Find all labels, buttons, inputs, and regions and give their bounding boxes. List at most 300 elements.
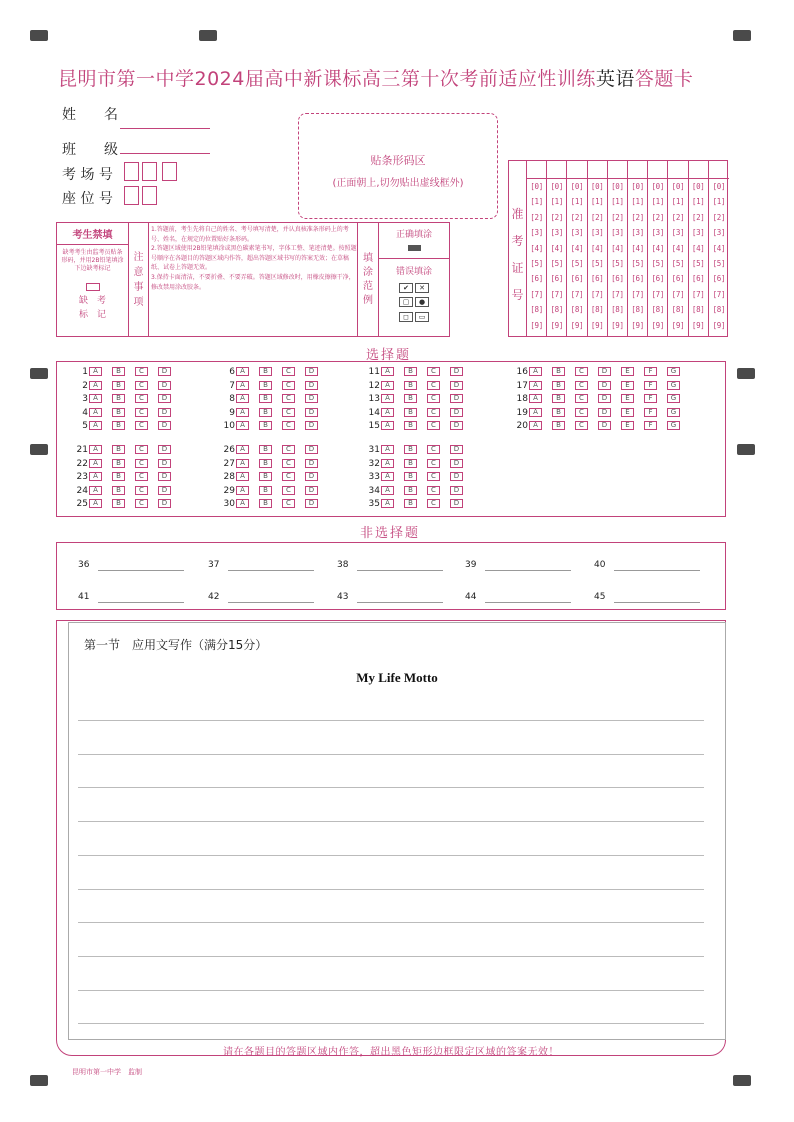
exam-id-bubble[interactable]: [6] <box>671 274 685 284</box>
writing-line[interactable] <box>78 821 704 822</box>
exam-id-bubble[interactable]: [7] <box>570 289 584 299</box>
writing-line[interactable] <box>78 1023 704 1024</box>
exam-id-bubble[interactable]: [2] <box>611 212 624 222</box>
answer-bubble[interactable]: A <box>89 381 102 390</box>
answer-bubble[interactable]: A <box>381 499 394 508</box>
answer-bubble[interactable]: A <box>529 367 542 376</box>
exam-id-bubble[interactable]: [5] <box>570 258 584 268</box>
exam-id-bubble[interactable]: [3] <box>671 228 685 238</box>
answer-bubble[interactable]: B <box>112 459 125 468</box>
answer-bubble[interactable]: A <box>89 445 102 454</box>
exam-id-bubble[interactable]: [2] <box>570 212 584 222</box>
writing-line[interactable] <box>78 855 704 856</box>
exam-id-bubble[interactable]: [4] <box>570 243 584 253</box>
exam-id-bubble[interactable]: [7] <box>651 289 665 299</box>
answer-bubble[interactable]: D <box>450 408 463 417</box>
answer-bubble[interactable]: D <box>450 421 463 430</box>
exam-id-bubble[interactable]: [3] <box>691 228 705 238</box>
answer-bubble[interactable]: B <box>259 394 272 403</box>
exam-id-bubble[interactable]: [7] <box>671 289 685 299</box>
writing-line[interactable] <box>78 990 704 991</box>
answer-bubble[interactable]: B <box>112 408 125 417</box>
exam-id-write-box[interactable] <box>547 161 566 179</box>
exam-id-bubble[interactable]: [9] <box>691 320 705 330</box>
answer-bubble[interactable]: D <box>450 367 463 376</box>
answer-bubble[interactable]: C <box>282 445 295 454</box>
fill-answer-line[interactable] <box>614 570 700 571</box>
exam-id-write-box[interactable] <box>689 161 708 179</box>
exam-id-bubble[interactable]: [3] <box>651 228 665 238</box>
answer-bubble[interactable]: A <box>89 472 102 481</box>
answer-bubble[interactable]: B <box>404 472 417 481</box>
answer-bubble[interactable]: D <box>305 445 318 454</box>
exam-id-bubble[interactable]: [9] <box>590 320 604 330</box>
answer-bubble[interactable]: D <box>158 445 171 454</box>
answer-bubble[interactable]: B <box>404 421 417 430</box>
answer-bubble[interactable]: C <box>427 486 440 495</box>
answer-bubble[interactable]: B <box>259 499 272 508</box>
answer-bubble[interactable]: E <box>621 367 634 376</box>
exam-id-bubble[interactable]: [6] <box>611 274 624 284</box>
exam-id-bubble[interactable]: [1] <box>712 197 726 207</box>
answer-bubble[interactable]: C <box>282 421 295 430</box>
answer-bubble[interactable]: E <box>621 421 634 430</box>
exam-id-bubble[interactable]: [4] <box>530 243 543 253</box>
name-field[interactable] <box>120 128 210 129</box>
exam-id-write-box[interactable] <box>588 161 607 179</box>
answer-bubble[interactable]: D <box>450 486 463 495</box>
answer-bubble[interactable]: A <box>236 394 249 403</box>
exam-id-bubble[interactable]: [8] <box>590 305 604 315</box>
answer-bubble[interactable]: D <box>450 499 463 508</box>
writing-line[interactable] <box>78 754 704 755</box>
answer-bubble[interactable]: D <box>158 381 171 390</box>
exam-id-bubble[interactable]: [0] <box>691 182 705 191</box>
exam-id-bubble[interactable]: [8] <box>530 305 543 315</box>
writing-line[interactable] <box>78 720 704 721</box>
exam-id-bubble[interactable]: [7] <box>530 289 543 299</box>
answer-bubble[interactable]: B <box>259 381 272 390</box>
exam-id-bubble[interactable]: [7] <box>691 289 705 299</box>
answer-bubble[interactable]: C <box>282 381 295 390</box>
answer-bubble[interactable]: A <box>381 394 394 403</box>
answer-bubble[interactable]: A <box>236 499 249 508</box>
fill-answer-line[interactable] <box>485 602 571 603</box>
answer-bubble[interactable]: A <box>89 367 102 376</box>
answer-bubble[interactable]: C <box>282 394 295 403</box>
writing-line[interactable] <box>78 922 704 923</box>
exam-id-bubble[interactable]: [3] <box>570 228 584 238</box>
exam-id-bubble[interactable]: [0] <box>611 182 624 191</box>
exam-id-bubble[interactable]: [3] <box>712 228 726 238</box>
answer-bubble[interactable]: A <box>89 459 102 468</box>
answer-bubble[interactable]: D <box>598 367 611 376</box>
exam-id-bubble[interactable]: [3] <box>631 228 644 238</box>
answer-bubble[interactable]: A <box>381 472 394 481</box>
exam-id-bubble[interactable]: [2] <box>712 212 726 222</box>
fill-answer-line[interactable] <box>357 570 443 571</box>
exam-id-bubble[interactable]: [1] <box>530 197 543 207</box>
answer-bubble[interactable]: D <box>305 499 318 508</box>
absent-mark-box[interactable] <box>86 283 100 291</box>
answer-bubble[interactable]: A <box>236 486 249 495</box>
exam-id-column <box>709 161 729 336</box>
exam-id-bubble[interactable]: [0] <box>671 182 685 191</box>
answer-bubble[interactable]: B <box>552 381 565 390</box>
answer-bubble[interactable]: A <box>236 381 249 390</box>
exam-id-bubble[interactable]: [5] <box>651 258 665 268</box>
exam-id-bubble[interactable]: [6] <box>550 274 564 284</box>
answer-bubble[interactable]: B <box>259 421 272 430</box>
class-field[interactable] <box>120 153 210 154</box>
exam-id-bubble[interactable]: [5] <box>671 258 685 268</box>
question-number: 17 <box>516 380 528 391</box>
answer-bubble[interactable]: C <box>427 499 440 508</box>
answer-bubble[interactable]: E <box>621 381 634 390</box>
exam-id-bubble[interactable]: [6] <box>691 274 705 284</box>
answer-bubble[interactable]: D <box>305 459 318 468</box>
exam-id-bubble[interactable]: [1] <box>651 197 665 207</box>
exam-id-bubble[interactable]: [8] <box>712 305 726 315</box>
answer-bubble[interactable]: D <box>305 472 318 481</box>
answer-bubble[interactable]: C <box>427 367 440 376</box>
exam-id-bubble[interactable]: [2] <box>671 212 685 222</box>
question-row <box>358 421 473 431</box>
exam-id-bubble[interactable]: [7] <box>550 289 564 299</box>
answer-bubble[interactable]: D <box>598 381 611 390</box>
fill-answer-line[interactable] <box>485 570 571 571</box>
exam-id-bubble[interactable]: [2] <box>550 212 564 222</box>
answer-bubble[interactable]: F <box>644 381 657 390</box>
answer-bubble[interactable]: B <box>112 472 125 481</box>
seat-box[interactable] <box>124 186 139 205</box>
answer-bubble[interactable]: B <box>259 445 272 454</box>
answer-bubble[interactable]: A <box>236 459 249 468</box>
exam-id-bubble[interactable]: [1] <box>550 197 564 207</box>
answer-bubble[interactable]: D <box>450 472 463 481</box>
exam-id-bubble[interactable]: [5] <box>590 258 604 268</box>
answer-bubble[interactable]: F <box>644 367 657 376</box>
answer-bubble[interactable]: C <box>135 421 148 430</box>
answer-bubble[interactable]: C <box>135 367 148 376</box>
exam-id-bubble[interactable]: [4] <box>611 243 624 253</box>
question-row <box>66 381 181 391</box>
answer-bubble[interactable]: D <box>305 486 318 495</box>
exam-id-bubble[interactable]: [6] <box>590 274 604 284</box>
fill-answer-line[interactable] <box>228 570 314 571</box>
exam-id-bubble[interactable]: [7] <box>712 289 726 299</box>
answer-bubble[interactable]: C <box>135 472 148 481</box>
answer-bubble[interactable]: C <box>135 381 148 390</box>
exam-id-bubble[interactable]: [2] <box>691 212 705 222</box>
answer-bubble[interactable]: G <box>667 408 680 417</box>
answer-bubble[interactable]: A <box>89 486 102 495</box>
answer-bubble[interactable]: A <box>236 472 249 481</box>
answer-bubble[interactable]: D <box>598 394 611 403</box>
answer-bubble[interactable]: C <box>575 408 588 417</box>
exam-id-bubble[interactable]: [5] <box>712 258 726 268</box>
exam-id-bubble[interactable]: [3] <box>590 228 604 238</box>
fill-answer-line[interactable] <box>357 602 443 603</box>
exam-id-bubble[interactable]: [0] <box>530 182 543 191</box>
answer-bubble[interactable]: A <box>381 367 394 376</box>
exam-id-bubble[interactable]: [8] <box>691 305 705 315</box>
exam-id-bubble[interactable]: [4] <box>712 243 726 253</box>
room-box[interactable] <box>124 162 139 181</box>
exam-id-bubble[interactable]: [1] <box>671 197 685 207</box>
answer-bubble[interactable]: B <box>404 394 417 403</box>
answer-bubble[interactable]: B <box>112 367 125 376</box>
answer-bubble[interactable]: B <box>259 459 272 468</box>
answer-bubble[interactable]: C <box>282 499 295 508</box>
exam-id-bubble[interactable]: [0] <box>550 182 564 191</box>
answer-bubble[interactable]: F <box>644 421 657 430</box>
answer-bubble[interactable]: D <box>450 459 463 468</box>
exam-id-bubble[interactable]: [9] <box>611 320 624 330</box>
answer-bubble[interactable]: G <box>667 367 680 376</box>
exam-id-bubble[interactable]: [0] <box>631 182 644 191</box>
exam-id-bubble[interactable]: [2] <box>631 212 644 222</box>
answer-bubble[interactable]: D <box>450 445 463 454</box>
answer-bubble[interactable]: C <box>135 459 148 468</box>
exam-id-bubble[interactable]: [9] <box>671 320 685 330</box>
answer-bubble[interactable]: C <box>135 394 148 403</box>
exam-id-bubble[interactable]: [4] <box>590 243 604 253</box>
answer-bubble[interactable]: A <box>529 394 542 403</box>
answer-bubble[interactable]: B <box>552 394 565 403</box>
answer-bubble[interactable]: A <box>381 421 394 430</box>
exam-id-bubble[interactable]: [6] <box>631 274 644 284</box>
exam-id-write-box[interactable] <box>668 161 687 179</box>
answer-bubble[interactable]: D <box>158 499 171 508</box>
answer-bubble[interactable]: C <box>427 394 440 403</box>
exam-id-bubble[interactable]: [6] <box>530 274 543 284</box>
exam-id-bubble[interactable]: [8] <box>611 305 624 315</box>
answer-bubble[interactable]: C <box>575 381 588 390</box>
writing-line[interactable] <box>78 889 704 890</box>
exam-id-bubble[interactable]: [7] <box>631 289 644 299</box>
answer-bubble[interactable]: B <box>259 408 272 417</box>
answer-bubble[interactable]: A <box>89 408 102 417</box>
answer-bubble[interactable]: C <box>575 367 588 376</box>
exam-id-bubble[interactable]: [5] <box>550 258 564 268</box>
fill-answer-line[interactable] <box>614 602 700 603</box>
answer-bubble[interactable]: C <box>427 459 440 468</box>
answer-bubble[interactable]: D <box>450 381 463 390</box>
answer-bubble[interactable]: D <box>158 486 171 495</box>
exam-id-bubble[interactable]: [4] <box>691 243 705 253</box>
answer-bubble[interactable]: D <box>158 459 171 468</box>
answer-bubble[interactable]: B <box>404 367 417 376</box>
answer-bubble[interactable]: C <box>135 408 148 417</box>
answer-bubble[interactable]: B <box>404 499 417 508</box>
exam-id-write-box[interactable] <box>709 161 729 179</box>
exam-id-bubble[interactable]: [3] <box>611 228 624 238</box>
answer-bubble[interactable]: A <box>381 381 394 390</box>
room-label: 考 场 号 <box>62 167 113 183</box>
answer-bubble[interactable]: B <box>404 445 417 454</box>
answer-bubble[interactable]: A <box>529 381 542 390</box>
answer-bubble[interactable]: G <box>667 394 680 403</box>
answer-bubble[interactable]: F <box>644 408 657 417</box>
answer-bubble[interactable]: D <box>305 408 318 417</box>
answer-bubble[interactable]: A <box>236 408 249 417</box>
answer-bubble[interactable]: D <box>305 367 318 376</box>
answer-bubble[interactable]: B <box>404 486 417 495</box>
writing-line[interactable] <box>78 956 704 957</box>
answer-bubble[interactable]: B <box>112 486 125 495</box>
answer-bubble[interactable]: A <box>89 421 102 430</box>
answer-bubble[interactable]: D <box>158 472 171 481</box>
exam-id-bubble[interactable]: [5] <box>530 258 543 268</box>
answer-bubble[interactable]: D <box>598 421 611 430</box>
answer-bubble[interactable]: A <box>529 408 542 417</box>
answer-bubble[interactable]: A <box>381 486 394 495</box>
answer-bubble[interactable]: D <box>158 421 171 430</box>
exam-id-bubble[interactable]: [9] <box>651 320 665 330</box>
answer-bubble[interactable]: C <box>135 445 148 454</box>
answer-bubble[interactable]: F <box>644 394 657 403</box>
answer-bubble[interactable]: B <box>112 499 125 508</box>
exam-id-bubble[interactable]: [0] <box>712 182 726 191</box>
answer-bubble[interactable]: A <box>381 459 394 468</box>
exam-id-bubble[interactable]: [3] <box>530 228 543 238</box>
answer-bubble[interactable]: A <box>236 367 249 376</box>
seat-box[interactable] <box>142 186 157 205</box>
answer-bubble[interactable]: C <box>282 408 295 417</box>
exam-id-bubble[interactable]: [7] <box>590 289 604 299</box>
answer-bubble[interactable]: B <box>112 394 125 403</box>
exam-id-bubble[interactable]: [5] <box>691 258 705 268</box>
question-number: 35 <box>368 499 380 510</box>
answer-bubble[interactable]: A <box>89 394 102 403</box>
answer-bubble[interactable]: D <box>450 394 463 403</box>
exam-id-bubble[interactable]: [2] <box>590 212 604 222</box>
wrong-half-icon: ◻ <box>399 312 413 322</box>
exam-id-bubble[interactable]: [2] <box>530 212 543 222</box>
exam-id-bubble[interactable]: [5] <box>631 258 644 268</box>
answer-bubble[interactable]: C <box>427 381 440 390</box>
answer-bubble[interactable]: C <box>575 394 588 403</box>
exam-id-bubble[interactable]: [1] <box>691 197 705 207</box>
answer-bubble[interactable]: C <box>282 367 295 376</box>
answer-bubble[interactable]: C <box>282 472 295 481</box>
answer-bubble[interactable]: A <box>381 408 394 417</box>
exam-id-bubble[interactable]: [4] <box>651 243 665 253</box>
answer-bubble[interactable]: B <box>112 445 125 454</box>
answer-bubble[interactable]: G <box>667 421 680 430</box>
answer-bubble[interactable]: D <box>158 394 171 403</box>
answer-bubble[interactable]: B <box>404 408 417 417</box>
exam-id-bubble[interactable]: [8] <box>631 305 644 315</box>
answer-bubble[interactable]: B <box>404 459 417 468</box>
writing-line[interactable] <box>78 787 704 788</box>
exam-id-bubble[interactable]: [6] <box>651 274 665 284</box>
exam-id-bubble[interactable]: [9] <box>550 320 564 330</box>
exam-id-bubble[interactable]: [9] <box>570 320 584 330</box>
answer-bubble[interactable]: C <box>427 408 440 417</box>
exam-id-write-box[interactable] <box>567 161 586 179</box>
exam-id-bubble[interactable]: [6] <box>570 274 584 284</box>
exam-id-bubble[interactable]: [4] <box>550 243 564 253</box>
exam-id-bubble[interactable]: [8] <box>671 305 685 315</box>
exam-id-bubble[interactable]: [9] <box>631 320 644 330</box>
exam-id-write-box[interactable] <box>527 161 546 179</box>
exam-id-write-box[interactable] <box>628 161 647 179</box>
answer-bubble[interactable]: B <box>404 381 417 390</box>
answer-bubble[interactable]: D <box>305 421 318 430</box>
exam-id-bubble[interactable]: [4] <box>631 243 644 253</box>
answer-bubble[interactable]: E <box>621 408 634 417</box>
exam-id-bubble[interactable]: [7] <box>611 289 624 299</box>
answer-bubble[interactable]: B <box>552 367 565 376</box>
exam-id-bubble[interactable]: [0] <box>590 182 604 191</box>
answer-bubble[interactable]: C <box>427 421 440 430</box>
exam-id-write-box[interactable] <box>648 161 667 179</box>
answer-bubble[interactable]: B <box>112 381 125 390</box>
answer-bubble[interactable]: A <box>89 499 102 508</box>
room-box[interactable] <box>162 162 177 181</box>
exam-id-bubble[interactable]: [8] <box>651 305 665 315</box>
answer-bubble[interactable]: D <box>305 394 318 403</box>
exam-id-bubble[interactable]: [0] <box>651 182 665 191</box>
answer-bubble[interactable]: A <box>236 421 249 430</box>
exam-id-bubble[interactable]: [1] <box>611 197 624 207</box>
answer-bubble[interactable]: B <box>259 472 272 481</box>
exam-id-bubble[interactable]: [1] <box>570 197 584 207</box>
answer-bubble[interactable]: B <box>112 421 125 430</box>
exam-id-write-box[interactable] <box>608 161 627 179</box>
fill-answer-line[interactable] <box>228 602 314 603</box>
answer-bubble[interactable]: C <box>427 445 440 454</box>
answer-bubble[interactable]: D <box>158 408 171 417</box>
exam-id-bubble[interactable]: [4] <box>671 243 685 253</box>
answer-bubble[interactable]: A <box>236 445 249 454</box>
answer-bubble[interactable]: C <box>427 472 440 481</box>
answer-bubble[interactable]: A <box>381 445 394 454</box>
answer-bubble[interactable]: B <box>552 408 565 417</box>
answer-bubble[interactable]: B <box>259 367 272 376</box>
exam-id-bubble[interactable]: [1] <box>590 197 604 207</box>
answer-bubble[interactable]: G <box>667 381 680 390</box>
room-box[interactable] <box>142 162 157 181</box>
exam-id-bubble[interactable]: [5] <box>611 258 624 268</box>
answer-bubble[interactable]: B <box>552 421 565 430</box>
fill-answer-line[interactable] <box>98 602 184 603</box>
exam-id-bubble[interactable]: [8] <box>570 305 584 315</box>
answer-bubble[interactable]: C <box>575 421 588 430</box>
answer-bubble[interactable]: D <box>305 381 318 390</box>
answer-bubble[interactable]: E <box>621 394 634 403</box>
exam-id-bubble[interactable]: [2] <box>651 212 665 222</box>
exam-id-bubble[interactable]: [6] <box>712 274 726 284</box>
answer-bubble[interactable]: B <box>259 486 272 495</box>
answer-bubble[interactable]: C <box>135 499 148 508</box>
answer-bubble[interactable]: D <box>158 367 171 376</box>
answer-bubble[interactable]: C <box>282 486 295 495</box>
exam-id-bubble[interactable]: [9] <box>530 320 543 330</box>
fill-answer-line[interactable] <box>98 570 184 571</box>
exam-id-bubble[interactable]: [1] <box>631 197 644 207</box>
answer-bubble[interactable]: D <box>598 408 611 417</box>
answer-bubble[interactable]: C <box>282 459 295 468</box>
exam-id-bubble[interactable]: [0] <box>570 182 584 191</box>
exam-id-bubble[interactable]: [3] <box>550 228 564 238</box>
answer-bubble[interactable]: A <box>529 421 542 430</box>
answer-bubble[interactable]: C <box>135 486 148 495</box>
exam-id-bubble[interactable]: [9] <box>712 320 726 330</box>
exam-id-bubble[interactable]: [8] <box>550 305 564 315</box>
